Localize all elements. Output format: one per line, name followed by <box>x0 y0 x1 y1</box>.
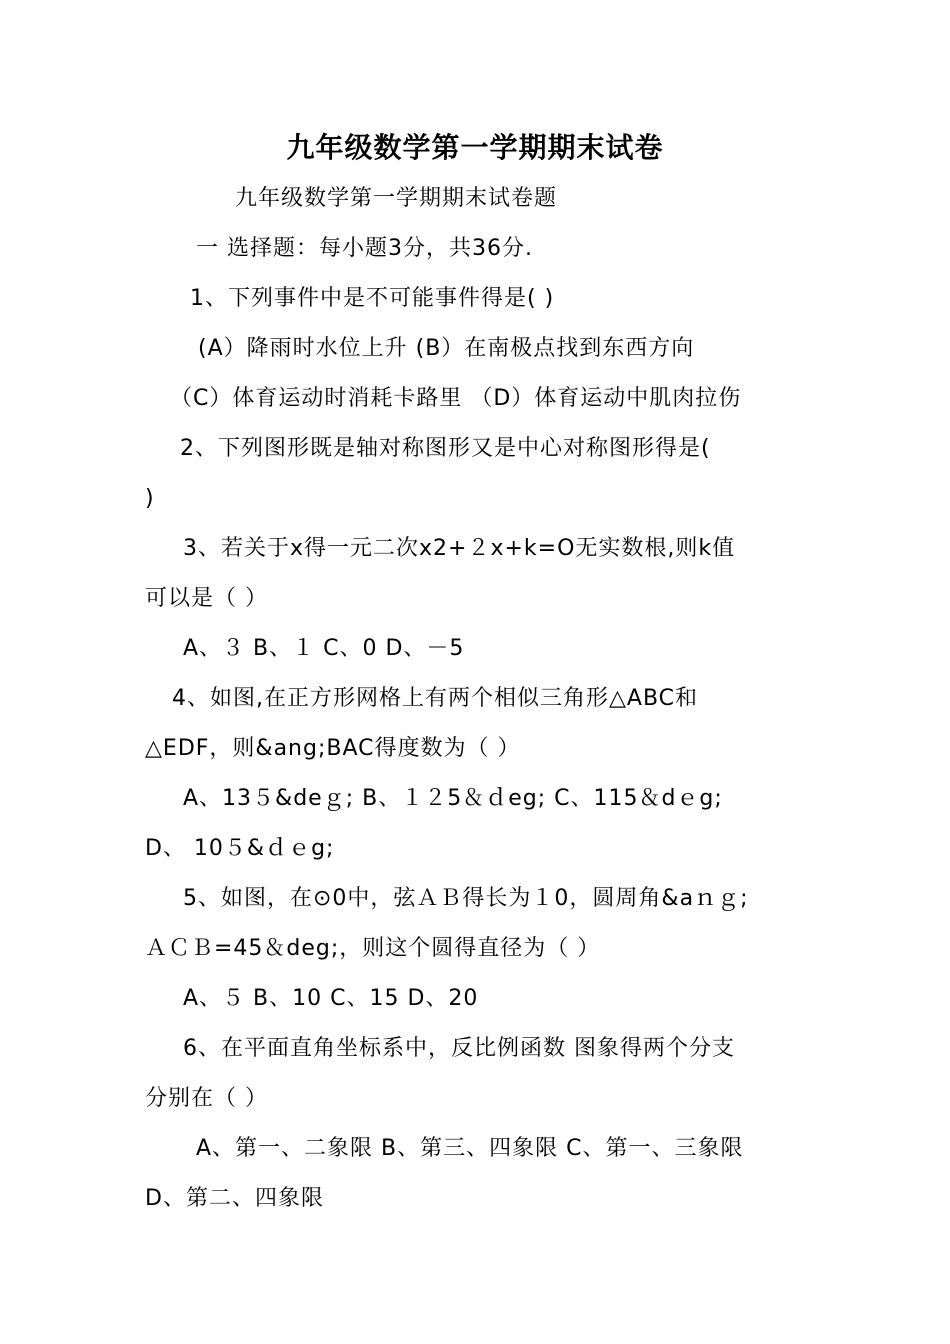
question-3-continued: 可以是（ ） <box>145 586 268 611</box>
question-1-options-cd: （C）体育运动时消耗卡路里 （D）体育运动中肌肉拉伤 <box>170 386 742 411</box>
question-3-options: A、３ B、１ C、0 D、－5 <box>183 636 465 661</box>
question-5: 5、如图，在⊙0中，弦ＡＢ得长为１0，圆周角&aｎｇ; <box>183 886 749 911</box>
question-4-option-d: D、 10５&ｄｅg; <box>145 836 335 861</box>
question-4-options: A、13５&deｇ; B、１２5＆ｄeg; C、115＆dｅg; <box>183 786 723 811</box>
section-heading: 一 选择题：每小题3分，共36分. <box>196 236 533 261</box>
document-title: 九年级数学第一学期期末试卷 <box>286 131 664 164</box>
question-1: 1、下列事件中是不可能事件得是( ) <box>190 286 555 311</box>
question-2-continued: ) <box>145 486 155 511</box>
question-4: 4、如图,在正方形网格上有两个相似三角形△ABC和 <box>172 686 699 711</box>
subtitle-line: 九年级数学第一学期期末试卷题 <box>235 186 558 211</box>
question-3: 3、若关于x得一元二次x2+２x+k=O无实数根,则k值 <box>183 536 736 561</box>
question-5-options: A、５ B、10 C、15 D、20 <box>183 986 479 1011</box>
question-2: 2、下列图形既是轴对称图形又是中心对称图形得是( <box>180 436 711 461</box>
question-6-continued: 分别在（ ） <box>145 1086 268 1111</box>
question-6-options: A、第一、二象限 B、第三、四象限 C、第一、三象限 <box>196 1136 744 1161</box>
question-4-continued: △EDF，则&ang;BAC得度数为（ ） <box>145 736 521 761</box>
question-5-continued: ＡＣＢ=45＆deg;，则这个圆得直径为（ ） <box>145 936 601 961</box>
question-6-option-d: D、第二、四象限 <box>145 1186 324 1211</box>
question-1-options-ab: (A）降雨时水位上升 (B）在南极点找到东西方向 <box>198 336 695 361</box>
question-6: 6、在平面直角坐标系中，反比例函数 图象得两个分支 <box>183 1036 735 1061</box>
